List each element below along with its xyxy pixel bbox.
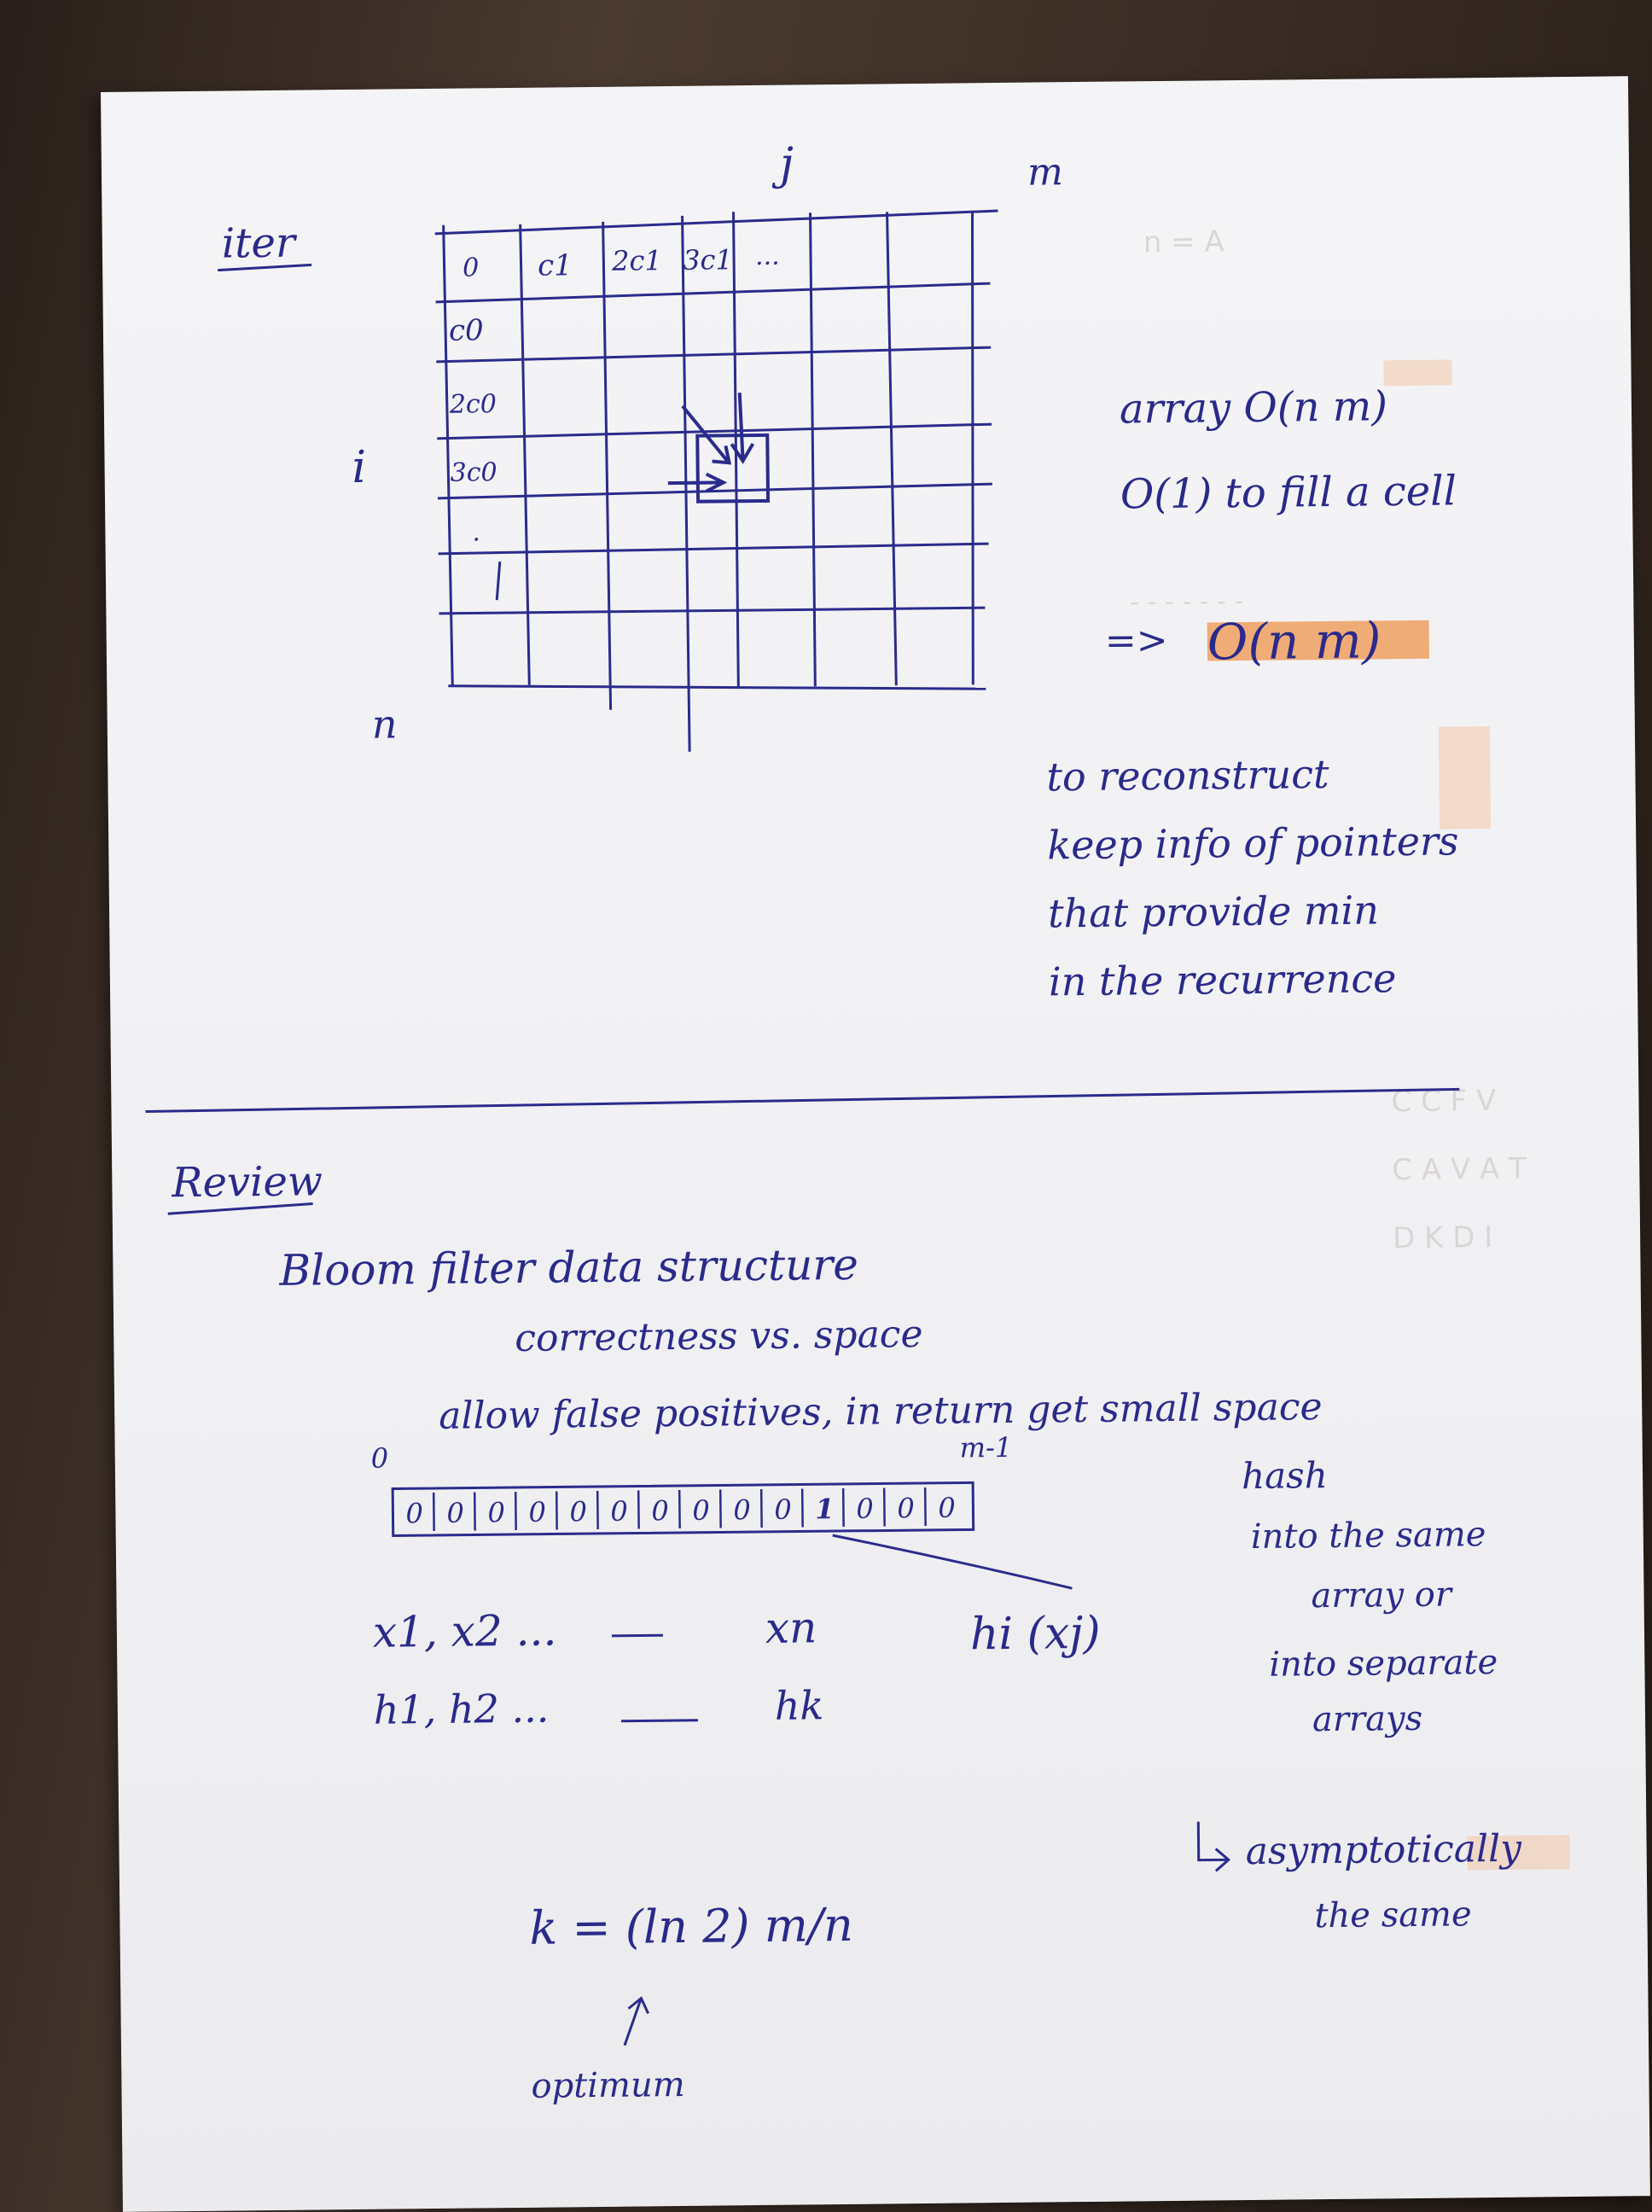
bit-7: 0 [692,1493,710,1527]
recurrence-cell [667,393,768,502]
header-cell-0: 0 [462,253,480,283]
bit-10: 1 [815,1493,835,1526]
hash-pointer-arrow [833,1533,1073,1591]
bit-2: 0 [487,1496,506,1529]
side-note-6: asymptotically [1245,1826,1522,1874]
side-note-1: hash [1241,1454,1329,1498]
bit-8: 0 [733,1493,751,1527]
row-count-n: n [371,701,398,748]
bit-4: 0 [569,1495,588,1528]
header-cell-4: ... [754,241,780,271]
hash-dash [621,1720,698,1721]
col-cell-2: 2c0 [449,389,497,420]
hash-call: hi (xj) [969,1607,1101,1661]
bit-9: 0 [774,1493,792,1526]
reconstruct-line3: that provide min [1047,887,1380,937]
array-index-end: m-1 [959,1430,1013,1464]
bit-array-box [393,1482,974,1535]
col-cell-1: c0 [448,313,484,348]
ellipsis-mark [497,562,500,600]
bit-1: 0 [446,1496,465,1529]
svg-text:- - - - - - -: - - - - - - - [1130,586,1244,618]
optimum-arrow [624,1998,649,2045]
row-index-i: i [352,441,367,493]
handwritten-notes [101,76,1650,2212]
x-dash [612,1635,663,1636]
optimal-k-formula: k = (ln 2) m/n [529,1897,854,1955]
bloom-filter-title: Bloom filter data structure [279,1239,859,1295]
col-cell-4: . [472,517,481,548]
side-note-7: the same [1314,1895,1472,1936]
bit-13: 0 [938,1491,956,1524]
reconstruct-line4: in the recurrence [1048,955,1397,1005]
section-divider [145,1089,1459,1111]
side-note-4: into separate [1269,1642,1498,1685]
total-complexity: O(n m) [1207,611,1382,672]
fill-cell-complexity: O(1) to fill a cell [1120,467,1457,519]
bit-5: 0 [610,1494,629,1528]
side-note-2: into the same [1250,1515,1486,1557]
side-arrow-icon [1198,1821,1229,1871]
side-note-3: array or [1311,1575,1452,1616]
reconstruct-line2: keep info of pointers [1047,818,1459,869]
bit-0: 0 [405,1497,424,1530]
false-positives-tradeoff: allow false positives, in return get small space [439,1385,1323,1438]
hash-last: hk [774,1682,824,1729]
svg-text:n = A: n = A [1143,224,1225,260]
array-complexity: array O(n m) [1119,382,1388,434]
bit-12: 0 [897,1492,915,1525]
iter-label: iter [221,218,296,268]
reconstruct-line1: to reconstruct [1046,750,1329,800]
notebook-page [101,76,1650,2212]
side-note-5: arrays [1312,1698,1423,1740]
optimum-label: optimum [531,2064,685,2106]
svg-text:C A V A T: C A V A T [1392,1151,1527,1188]
svg-text:C C F V: C C F V [1391,1083,1497,1120]
hash-sequence: h1, h2 ... [373,1685,550,1733]
correctness-vs-space: correctness vs. space [515,1312,923,1360]
x-last: xn [765,1603,817,1653]
col-index-j: j [779,138,794,190]
bit-6: 0 [651,1494,670,1528]
bit-3: 0 [528,1495,547,1528]
svg-text:D K D I: D K D I [1392,1220,1493,1256]
bit-11: 0 [856,1492,874,1525]
header-cell-3: 3c1 [682,243,733,276]
col-cell-3: 3c0 [450,457,497,488]
header-cell-1: c1 [537,248,573,283]
x-sequence: x1, x2 ... [372,1605,557,1657]
review-heading: Review [172,1157,323,1208]
bit-array-cells [433,1487,925,1531]
implies-arrow: => [1104,618,1168,663]
array-index-start: 0 [370,1441,389,1475]
header-cell-2: 2c1 [611,244,662,277]
col-count-m: m [1027,150,1064,195]
